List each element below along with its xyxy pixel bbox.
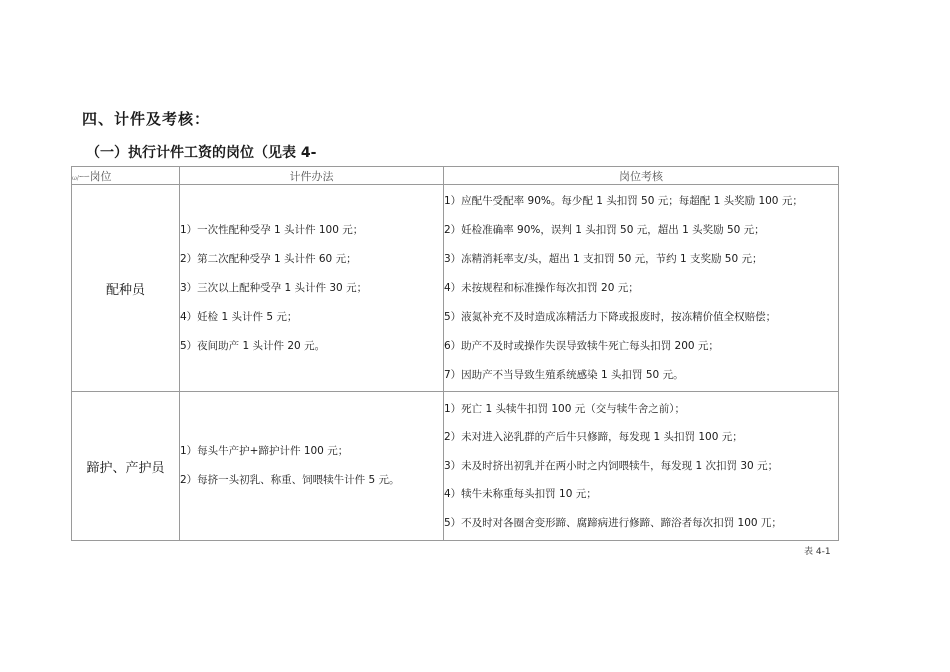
header-post-label: ᅳ岗位 <box>78 169 112 183</box>
method-cell <box>180 392 444 541</box>
assessment-item: 3）冻精消耗率支/头，超出 1 支扣罚 50 元，节约 1 支奖励 50 元； <box>444 252 763 265</box>
method-item: 1）每头牛产护+蹄护计件 100 元； <box>180 445 349 457</box>
table-caption: 表 4-1 <box>804 547 831 557</box>
assessment-cell <box>444 185 839 392</box>
header-post-prefix: ω/ <box>72 174 79 182</box>
table-row <box>72 185 839 392</box>
assessment-item: 5）不及时对各圈舍变形蹄、腐蹄病进行修蹄、蹄浴者每次扣罚 100 兀； <box>444 516 782 529</box>
assessment-item: 4）未按规程和标准操作每次扣罚 20 元； <box>444 281 639 294</box>
assessment-item: 2）妊检准确率 90%，误判 1 头扣罚 50 元，超出 1 头奖励 50 元； <box>444 223 765 236</box>
section-heading: 四、计件及考核： <box>82 110 211 128</box>
assessment-item: 4）犊牛未称重每头扣罚 10 元； <box>444 488 597 501</box>
method-item: 3）三次以上配种受孕 1 头计件 30 元； <box>180 281 368 294</box>
method-item: 2）每挤一头初乳、称重、饲喂犊牛计件 5 元。 <box>180 474 400 486</box>
method-item: 2）第二次配种受孕 1 头计件 60 元； <box>180 252 357 265</box>
assessment-cell <box>444 392 839 541</box>
method-cell <box>180 185 444 392</box>
table-row <box>72 392 839 541</box>
subheading: （一）执行计件工资的岗位（见表 4- <box>86 145 317 161</box>
method-item: 1）一次性配种受孕 1 头计件 100 元； <box>180 223 364 236</box>
method-item: 5）夜间助产 1 头计件 20 元。 <box>180 339 326 352</box>
assessment-item: 5）液氮补充不及时造成冻精活力下降或报废时，按冻精价值全权赔偿； <box>444 310 777 323</box>
assessment-item: 1）死亡 1 头犊牛扣罚 100 元（交与犊牛舍之前）； <box>444 402 686 415</box>
header-method: 计件办法 <box>180 167 444 185</box>
post-cell: 蹄护、产护员 <box>72 392 180 541</box>
method-item: 4）妊检 1 头计件 5 元； <box>180 310 298 323</box>
subheading-clip <box>86 140 386 161</box>
piecework-table <box>71 166 839 541</box>
table-header-row <box>72 167 839 185</box>
header-assessment: 岗位考核 <box>444 167 839 185</box>
assessment-item: 2）未对进入泌乳群的产后牛只修蹄，每发现 1 头扣罚 100 元； <box>444 431 743 444</box>
assessment-item: 6）助产不及时或操作失误导致犊牛死亡每头扣罚 200 元； <box>444 339 719 352</box>
assessment-item: 7）因助产不当导致生殖系统感染 1 头扣罚 50 元。 <box>444 368 684 381</box>
assessment-item: 3）未及时挤出初乳并在两小时之内饲喂犊牛，每发现 1 次扣罚 30 元； <box>444 459 779 472</box>
assessment-item: 1）应配牛受配率 90%。每少配 1 头扣罚 50 元；每超配 1 头奖励 100 元； <box>444 194 803 207</box>
post-cell: 配种员 <box>72 185 180 392</box>
header-post <box>72 167 180 185</box>
